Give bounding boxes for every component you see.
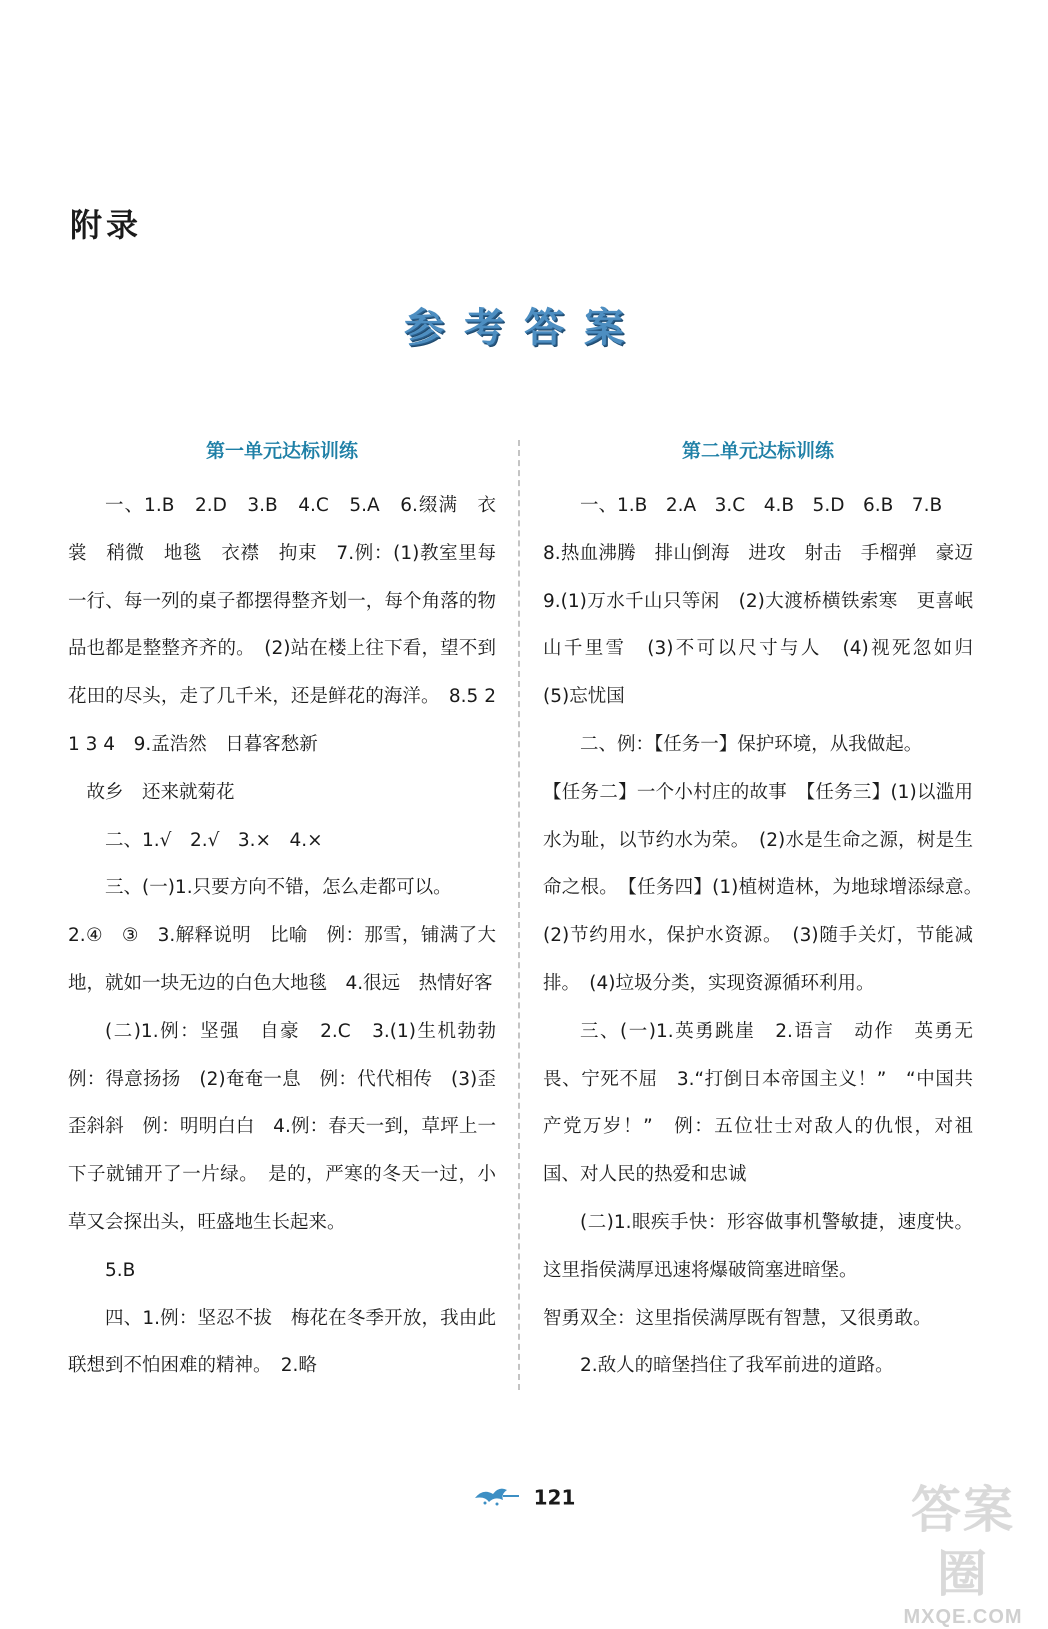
section-title-unit-2: 第二单元达标训练 [681, 440, 834, 462]
answer-paragraph: 【任务二】一个小村庄的故事 【任务三】(1)以滥用水为耻，以节约水为荣。 (2)水是生命之源，树是生命之根。 【任务四】(1)植树造林，为地球增添绿意。 (2)节约用水，保护水资源。 (3)随手关灯，节能减排。 (4)垃圾分类，实现资源循环利用。 [543, 781, 992, 994]
answer-paragraph: 2.敌人的暗堡挡住了我军前进的道路。 [580, 1355, 894, 1377]
answer-paragraph: 一、1.B 2.A 3.C 4.B 5.D 6.B 7.B [580, 495, 943, 516]
answer-paragraph: (二)1.例：坚强 自豪 2.C 3.(1)生机勃勃 例：得意扬扬 (2)奄奄一息 例：代代相传 (3)歪歪斜斜 例：明明白白 4.例：春天一到，草坪上一下子就铺开了一片绿。 是的，严寒的冬天一过，小草又会探出头，旺盛地生长起来。 [68, 1020, 515, 1233]
answer-paragraph: 二、1.√ 2.√ 3.× 4.× [105, 829, 323, 851]
answer-paragraph: 四、1.例：坚忍不拔 梅花在冬季开放，我由此联想到不怕困难的精神。 2.略 [68, 1307, 496, 1377]
appendix-heading: 附录 [70, 206, 143, 244]
right-column [543, 434, 992, 1390]
page-title: 参考答案 [404, 304, 644, 351]
answer-paragraph: 智勇双全：这里指侯满厚既有智慧，又很勇敢。 [543, 1307, 932, 1329]
answer-paragraph: (二)1.眼疾手快：形容做事机警敏捷，速度快。这里指侯满厚迅速将爆破筒塞进暗堡。 [543, 1211, 973, 1281]
watermark-url: MXQE.COM [903, 1606, 1023, 1628]
answer-paragraph: 一、1.B 2.D 3.B 4.C 5.A 6.缀满 衣裳 稍微 地毯 衣襟 拘束 7.例：(1)教室里每一行、每一列的桌子都摆得整齐划一，每个角落的物品也都是整整齐齐的。 (2)站在楼上往下看，望不到花田的尽头，走了几千米，还是鲜花的海洋。 8.5 2 1 3 4 9.孟浩然 日暮客愁新 [68, 495, 496, 755]
left-column [68, 434, 515, 1390]
answer-paragraph: 二、例：【任务一】保护环境，从我做起。 [580, 733, 923, 755]
answer-paragraph: 故乡 还来就菊花 [68, 781, 235, 803]
page-number: 121 [533, 1485, 576, 1510]
section-title-unit-1: 第一单元达标训练 [205, 440, 358, 462]
answer-paragraph: 8.热血沸腾 排山倒海 进攻 射击 手榴弹 豪迈 9.(1)万水千山只等闲 (2)大渡桥横铁索寒 更喜岷山千里雪 (3)不可以尺寸与人 (4)视死忽如归 (5)忘忧国 [543, 542, 992, 708]
answer-list-unit-1 [68, 482, 515, 1390]
answer-paragraph: 5.B [105, 1259, 136, 1281]
answer-paragraph: 三、(一)1.只要方向不错，怎么走都可以。 [105, 877, 452, 899]
answer-paragraph: 2.④ ③ 3.解释说明 比喻 例：那雪，铺满了大地，就如一块无边的白色大地毯 4.很远 热情好客 [68, 925, 496, 994]
swallow-logo-icon [473, 1484, 521, 1511]
watermark-text: 答案圈 [911, 1481, 1015, 1603]
answer-list-unit-2 [543, 482, 992, 1390]
answer-paragraph: 三、(一)1.英勇跳崖 2.语言 动作 英勇无畏、宁死不屈 3.“打倒日本帝国主义！” “中国共产党万岁！” 例：五位壮士对敌人的仇恨，对祖国、对人民的热爱和忠诚 [543, 1020, 973, 1186]
watermark-logo [888, 1478, 1038, 1628]
column-divider [518, 440, 520, 1390]
